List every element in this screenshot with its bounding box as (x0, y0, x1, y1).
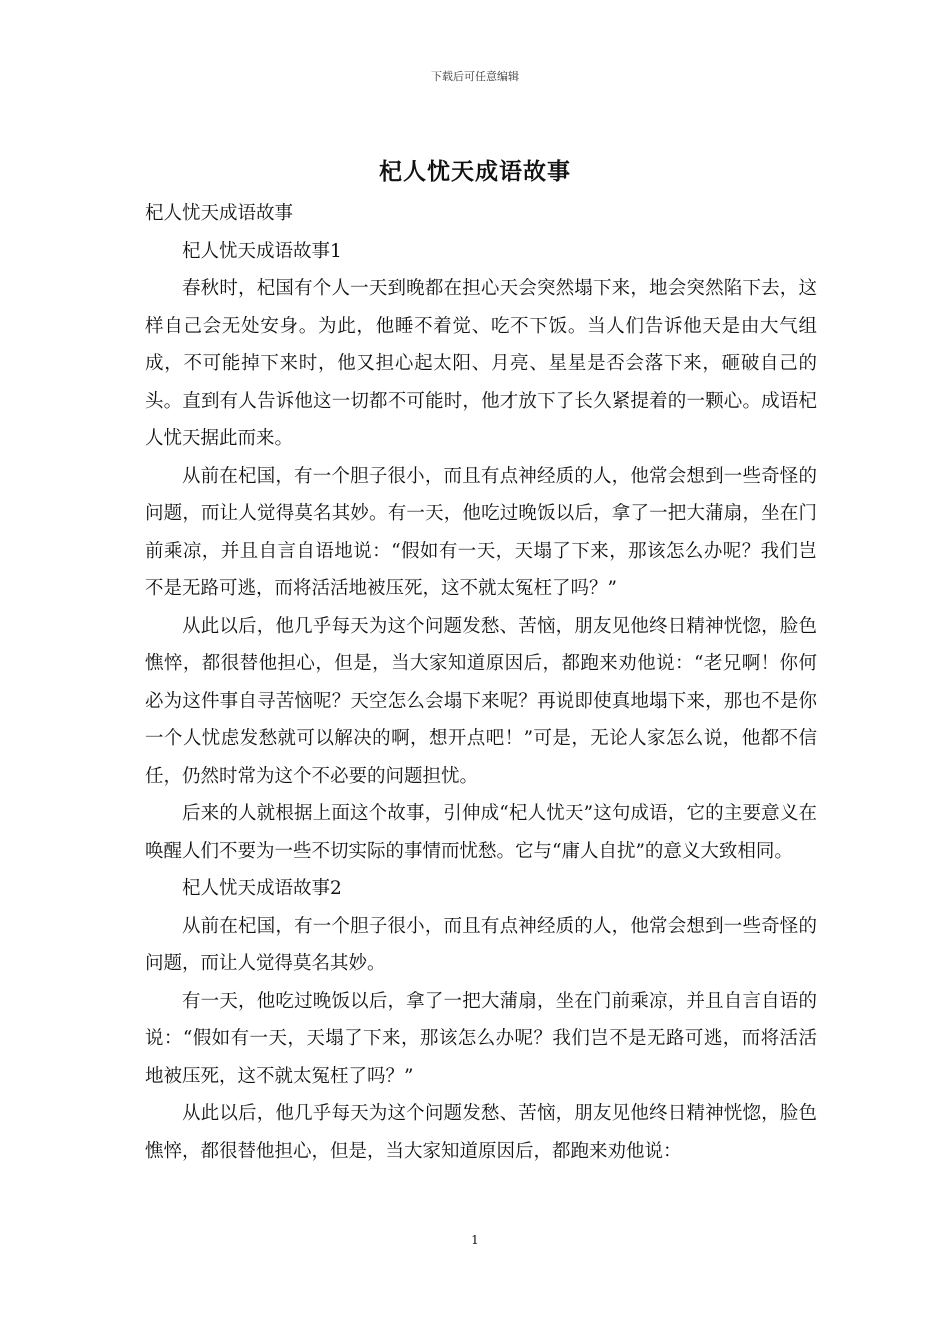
body-paragraph: 杞人忧天成语故事 (145, 203, 294, 224)
body-paragraph: 从前在杞国，有一个胆子很小，而且有点神经质的人，他常会想到一些奇怪的问题，而让人觉得莫名其妙。有一天，他吃过晚饭以后，拿了一把大蒲扇，坐在门前乘凉，并且自言自语地说：“假如有一天，天塌了下来，那该怎么办呢？我们岂不是无路可逃，而将活活地被压死，这不就太冤枉了吗？” (145, 465, 817, 599)
body-paragraph: 从此以后，他几乎每天为这个问题发愁、苦恼，朋友见他终日精神恍惚，脸色憔悴，都很替他担心，但是，当大家知道原因后，都跑来劝他说：“老兄啊！你何必为这件事自寻苦恼呢？天空怎么会塌下来呢？再说即使真地塌下来，那也不是你一个人忧虑发愁就可以解决的啊，想开点吧！”可是，无论人家怎么说，他都不信任，仍然时常为这个不必要的问题担忧。 (145, 615, 817, 787)
body-paragraph: 春秋时，杞国有个人一天到晚都在担心天会突然塌下来，地会突然陷下去，这样自己会无处安身。为此，他睡不着觉、吃不下饭。当人们告诉他天是由大气组成，不可能掉下来时，他又担心起太阳、月亮、星星是否会落下来，砸破自己的头。直到有人告诉他这一切都不可能时，他才放下了长久紧提着的一颗心。成语杞人忧天据此而来。 (145, 278, 817, 449)
page-number: 1 (471, 1233, 479, 1247)
document-body (145, 195, 817, 1170)
section-heading-story-1: 杞人忧天成语故事1 (182, 240, 342, 262)
body-paragraph: 从前在杞国，有一个胆子很小，而且有点神经质的人，他常会想到一些奇怪的问题，而让人觉得莫名其妙。 (145, 915, 817, 974)
section-heading-story-2: 杞人忧天成语故事2 (182, 878, 342, 899)
header-note: 下载后可任意编辑 (431, 70, 519, 83)
body-paragraph: 后来的人就根据上面这个故事，引伸成“杞人忧天”这句成语，它的主要意义在唤醒人们不要为一些不切实际的事情而忧愁。它与“庸人自扰”的意义大致相同。 (145, 803, 817, 862)
document-title: 杞人忧天成语故事 (379, 158, 571, 185)
body-paragraph: 从此以后，他几乎每天为这个问题发愁、苦恼，朋友见他终日精神恍惚，脸色憔悴，都很替他担心，但是，当大家知道原因后，都跑来劝他说： (145, 1103, 817, 1162)
body-paragraph: 有一天，他吃过晚饭以后，拿了一把大蒲扇，坐在门前乘凉，并且自言自语的说：“假如有一天，天塌了下来，那该怎么办呢？我们岂不是无路可逃，而将活活地被压死，这不就太冤枉了吗？” (145, 990, 817, 1087)
